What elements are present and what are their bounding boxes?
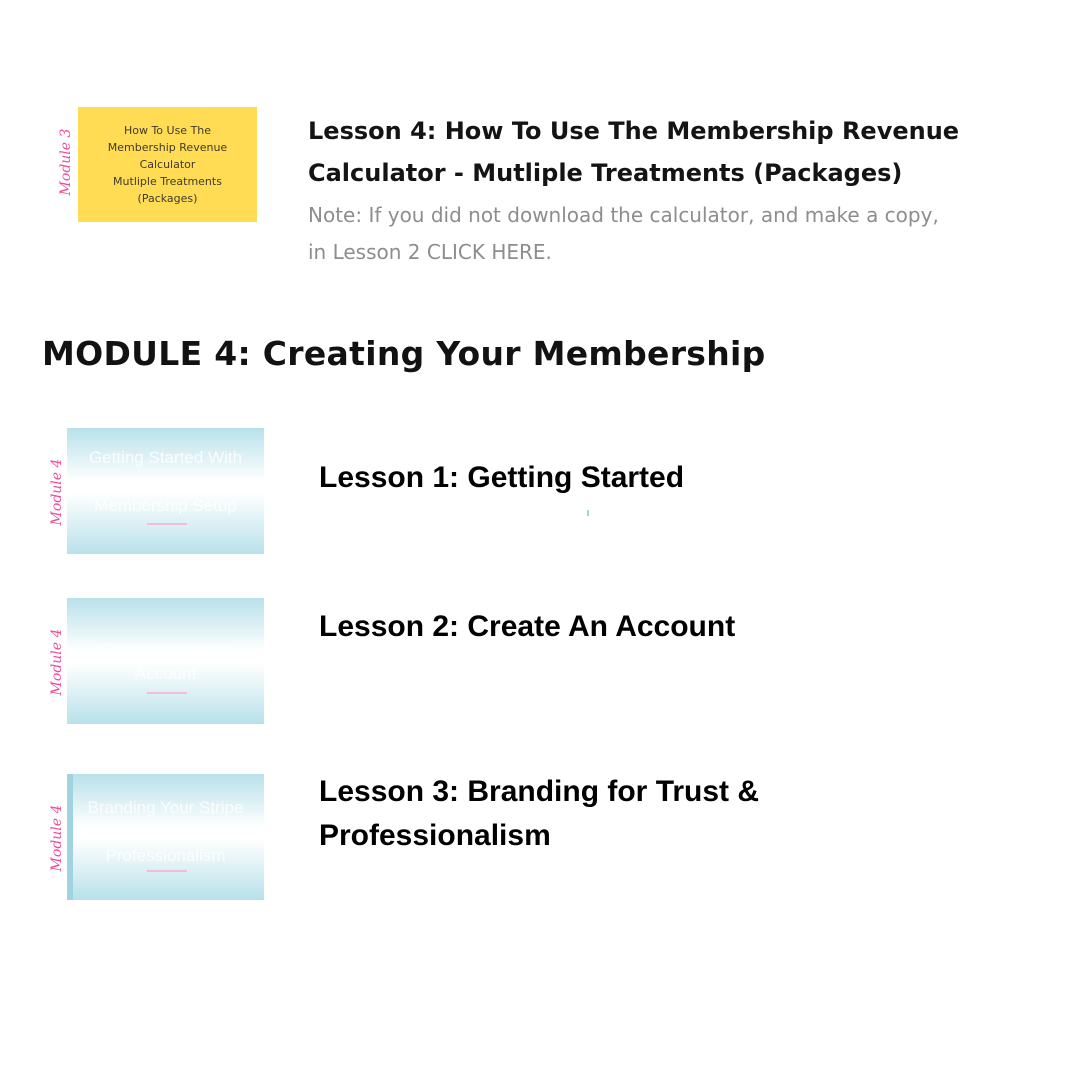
thumb-underline [147, 870, 187, 872]
thumb-underline [147, 523, 187, 525]
lesson-thumb-text: Branding Your Stripe Account For Trust & Professionalism [87, 798, 244, 865]
lesson-thumb-text: Getting Started With Your Stripe Membership Setup [88, 448, 243, 515]
module-4-thumb-label: Module 4 [49, 628, 65, 696]
module4-lesson-1-thumbnail[interactable] [67, 428, 264, 554]
module4-lesson-2-thumbnail[interactable] [67, 598, 264, 724]
module-4-thumb-label: Module 4 [49, 804, 65, 872]
module4-lesson-3-thumbnail[interactable] [67, 774, 264, 900]
module3-thumb-text: How To Use The Membership Revenue Calculator Mutliple Treatments (Packages) [107, 124, 228, 205]
decorative-dot [587, 510, 589, 516]
module-4-heading: MODULE 4: Creating Your Membership [42, 334, 766, 373]
module4-lesson-3-title[interactable]: Lesson 3: Branding for Trust & Professionalism [319, 775, 760, 852]
module3-lesson-4-thumbnail[interactable] [78, 107, 257, 222]
lesson-thumb-text: Creating a Stripe Account [101, 640, 230, 683]
module-4-thumb-label: Module 4 [49, 458, 65, 526]
module4-lesson-3-row[interactable] [0, 774, 1080, 904]
thumb-underline [147, 692, 187, 694]
module3-lesson-4-title[interactable]: Lesson 4: How To Use The Membership Revenue Calculator - Mutliple Treatments (Packages) [308, 117, 960, 187]
module4-lesson-2-title[interactable]: Lesson 2: Create An Account [319, 610, 736, 643]
module3-lesson-4-row[interactable] [0, 0, 1080, 290]
module3-lesson-4-note[interactable]: Note: If you did not download the calculator, and make a copy, in Lesson 2 CLICK HERE. [308, 203, 939, 264]
module4-lesson-1-title[interactable]: Lesson 1: Getting Started [319, 461, 685, 494]
module4-lesson-2-row[interactable] [0, 598, 1080, 728]
module4-lesson-1-row[interactable] [0, 428, 1080, 558]
module-3-thumb-label: Module 3 [58, 128, 74, 196]
thumb-edge [67, 774, 73, 900]
